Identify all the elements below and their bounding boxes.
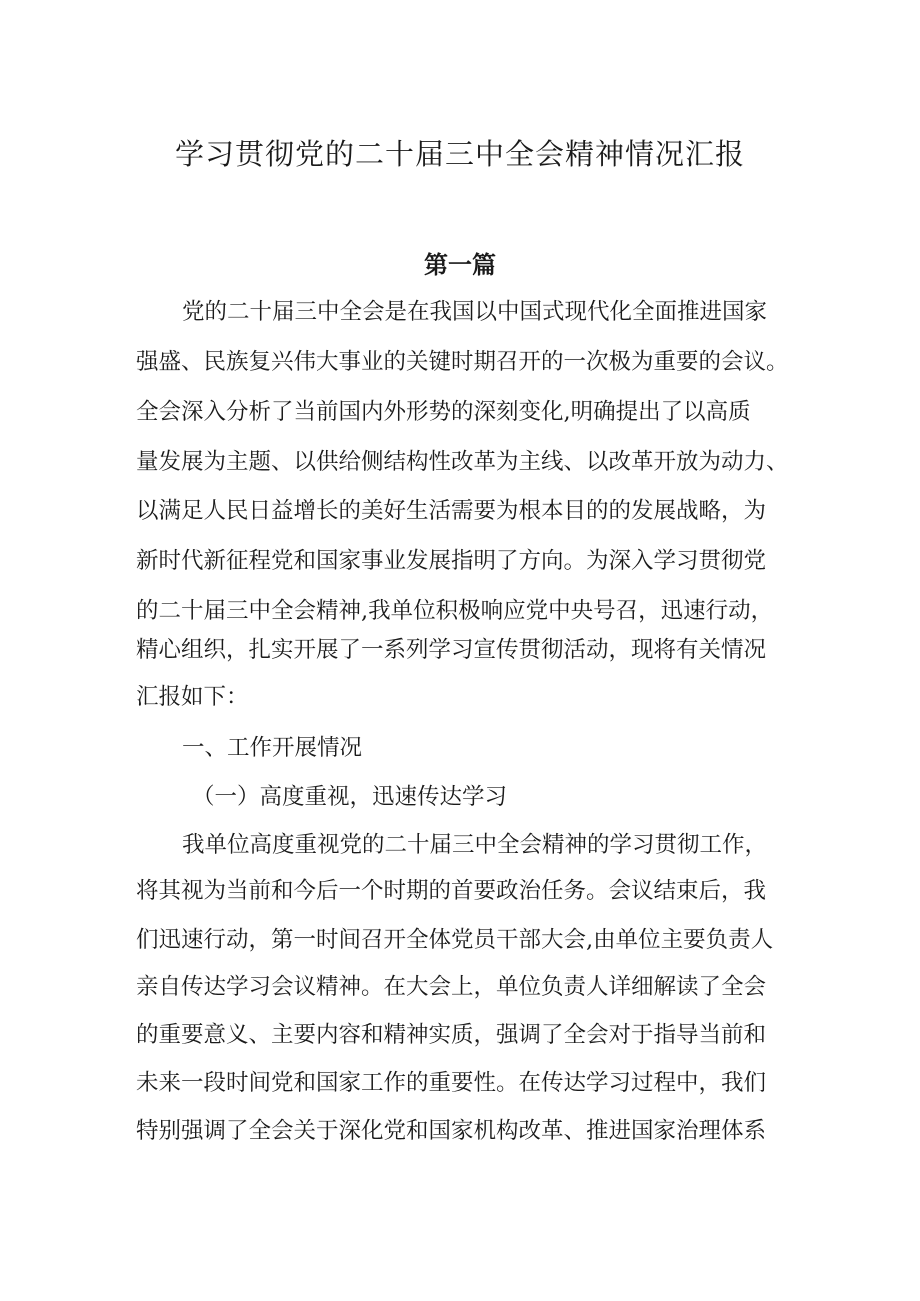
section-subheading: 一、工作开展情况 (182, 735, 363, 761)
paragraph-line: 将其视为当前和今后一个时期的首要政治任务。会议结束后，我 (136, 878, 767, 904)
document-title: 学习贯彻党的二十届三中全会精神情况汇报 (174, 137, 745, 171)
paragraph-line: 的二十届三中全会精神,我单位积极响应党中央号召，迅速行动， (136, 598, 774, 624)
paragraph-line: 精心组织，扎实开展了一系列学习宣传贯彻活动，现将有关情况 (136, 637, 767, 663)
subsection-subheading: （一）高度重视，迅速传达学习 (192, 784, 508, 810)
paragraph-line: 以满足人民日益增长的美好生活需要为根本目的的发展战略，为 (136, 498, 767, 524)
paragraph-line: 党的二十届三中全会是在我国以中国式现代化全面推进国家 (182, 299, 768, 325)
paragraph-line: 的重要意义、主要内容和精神实质，强调了全会对于指导当前和 (136, 1022, 767, 1048)
paragraph-line: 量发展为主题、以供给侧结构性改革为主线、以改革开放为动力、 (136, 449, 789, 475)
paragraph-line: 们迅速行动，第一时间召开全体党员干部大会,由单位主要负责人 (136, 927, 774, 953)
paragraph-line: 未来一段时间党和国家工作的重要性。在传达学习过程中，我们 (136, 1070, 767, 1096)
paragraph-line: 特别强调了全会关于深化党和国家机构改革、推进国家治理体系 (136, 1118, 767, 1144)
paragraph-line: 全会深入分析了当前国内外形势的深刻变化,明确提出了以高质 (136, 399, 751, 425)
paragraph-line: 强盛、民族复兴伟大事业的关键时期召开的一次极为重要的会议。 (136, 349, 789, 375)
paragraph-line: 新时代新征程党和国家事业发展指明了方向。为深入学习贯彻党 (136, 548, 767, 574)
paragraph-line: 汇报如下： (136, 684, 249, 710)
section-heading: 第一篇 (424, 250, 496, 279)
paragraph-line: 我单位高度重视党的二十届三中全会精神的学习贯彻工作， (182, 832, 768, 858)
paragraph-line: 亲自传达学习会议精神。在大会上，单位负责人详细解读了全会 (136, 974, 767, 1000)
